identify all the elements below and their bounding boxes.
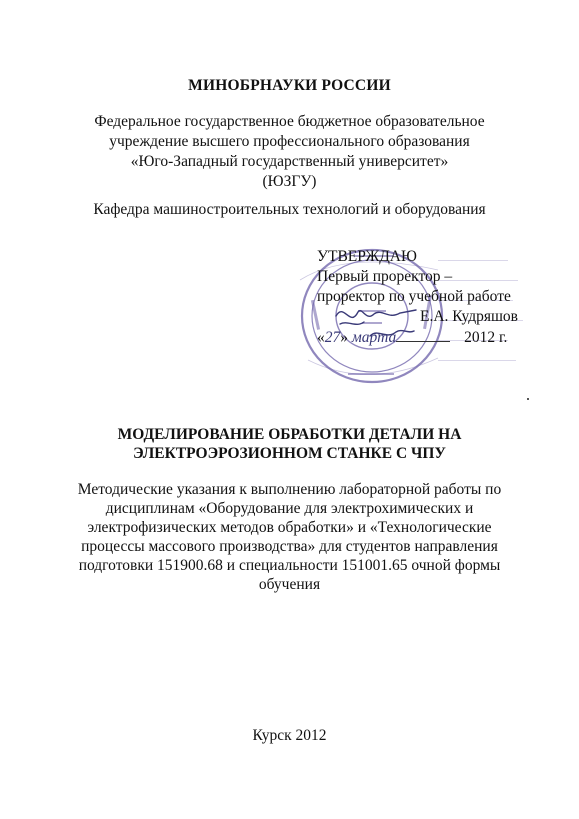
university-name: [0, 112, 579, 192]
approval-position-line: Первый проректор –: [317, 268, 453, 285]
document-description: [0, 480, 579, 594]
date-open-quote: «: [317, 329, 325, 346]
university-line: (ЮЗГУ): [262, 173, 317, 190]
description-line: процессы массового производства» для студентов направления: [81, 538, 498, 555]
title-line: МОДЕЛИРОВАНИЕ ОБРАБОТКИ ДЕТАЛИ НА: [117, 426, 462, 443]
approval-position-line: проректор по учебной работе: [317, 288, 511, 305]
scan-artifact: [527, 398, 529, 400]
approval-year: 2012 г.: [464, 329, 508, 346]
description-line: подготовки 151900.68 и специальности 151001.65 очной формы: [78, 557, 501, 574]
description-line: электрофизических методов обработки» и «Технологические: [87, 519, 492, 536]
approval-heading: УТВЕРЖДАЮ: [317, 248, 417, 265]
approver-name: Е.А. Кудряшов: [420, 308, 519, 325]
handwritten-signature: [330, 298, 420, 348]
date-day: 27: [324, 329, 341, 346]
document-title: [0, 425, 579, 463]
date-close-quote: »: [340, 329, 348, 346]
university-line: «Юго-Западный государственный университет»: [130, 153, 449, 170]
department-name: Кафедра машиностроительных технологий и оборудования: [93, 201, 486, 218]
city-year: Курск 2012: [252, 727, 327, 744]
university-line: Федеральное государственное бюджетное образовательное: [94, 113, 485, 130]
description-line: обучения: [258, 576, 321, 593]
ministry-heading: МИНОБРНАУКИ РОССИИ: [188, 77, 391, 94]
date-month: марта: [351, 329, 397, 346]
university-line: учреждение высшего профессионального образования: [109, 133, 470, 150]
description-line: дисциплинам «Оборудование для электрохимических и: [105, 500, 474, 517]
title-line: ЭЛЕКТРОЭРОЗИОННОМ СТАНКЕ С ЧПУ: [133, 445, 446, 462]
description-line: Методические указания к выполнению лабораторной работы по: [77, 481, 502, 498]
